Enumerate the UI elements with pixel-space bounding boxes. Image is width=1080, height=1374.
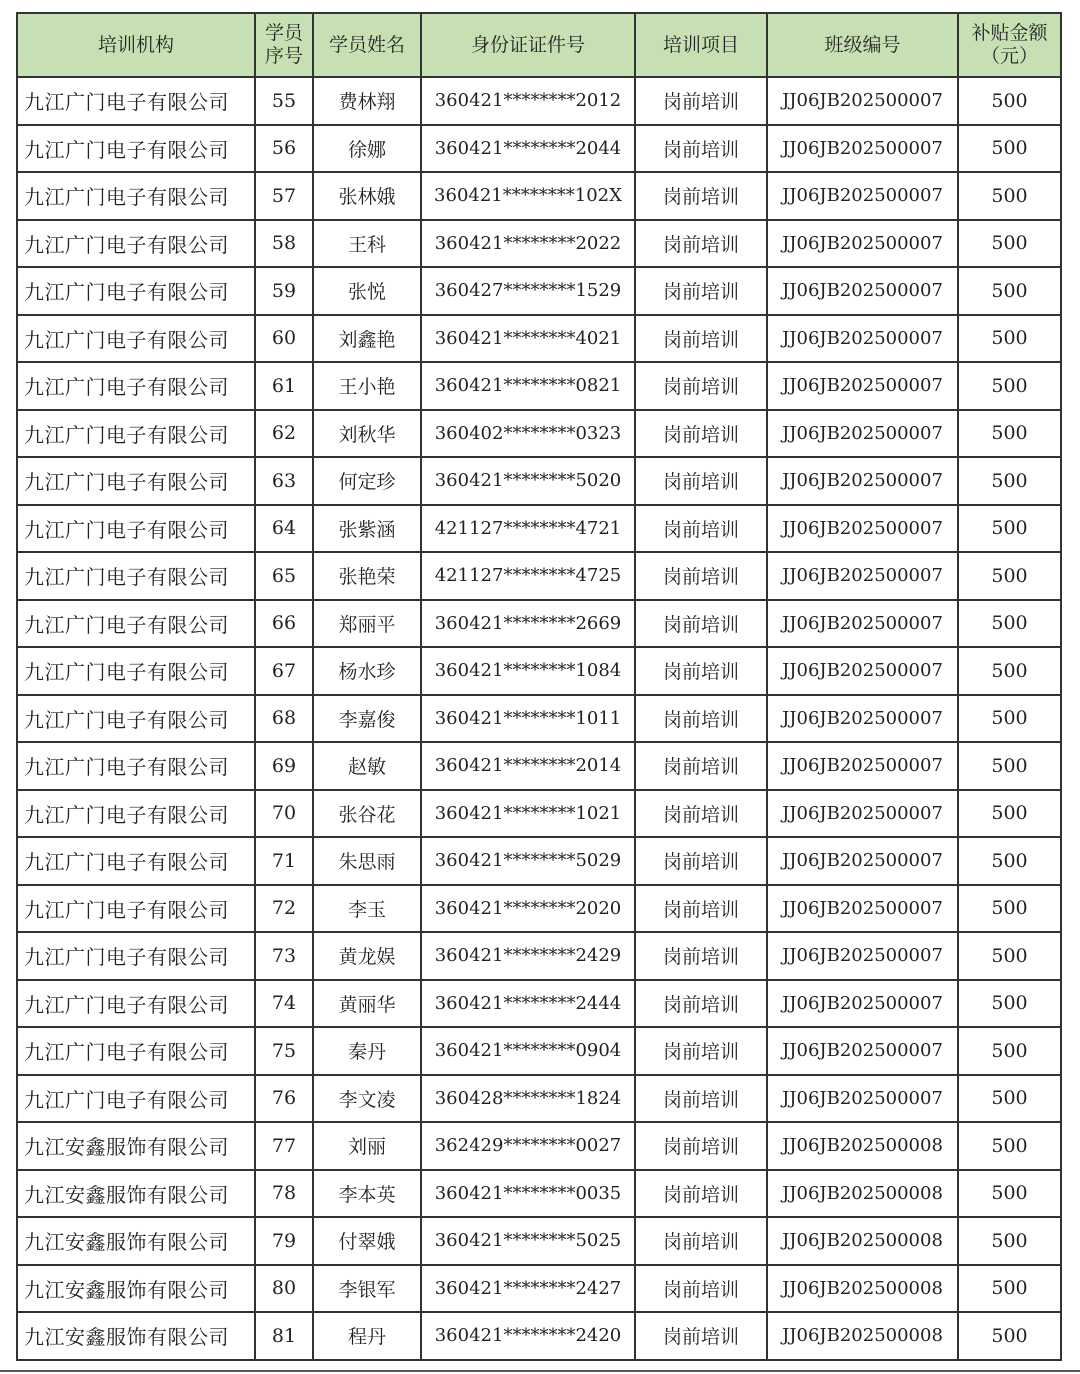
- cell-name: 郑丽平: [313, 600, 421, 648]
- cell-amount: 500: [958, 695, 1061, 743]
- table-row: [17, 695, 1061, 743]
- cell-amount: 500: [958, 362, 1061, 410]
- cell-org: 九江广门电子有限公司: [17, 315, 255, 363]
- cell-name: 刘丽: [313, 1122, 421, 1170]
- cell-org: 九江广门电子有限公司: [17, 980, 255, 1028]
- cell-id: 360421********5025: [421, 1217, 635, 1265]
- cell-seq: 74: [255, 980, 313, 1028]
- cell-class-no: JJ06JB202500007: [767, 125, 958, 173]
- cell-id: 362429********0027: [421, 1122, 635, 1170]
- cell-class-no: JJ06JB202500007: [767, 695, 958, 743]
- cell-amount: 500: [958, 267, 1061, 315]
- header-org: 培训机构: [17, 13, 255, 77]
- cell-org: 九江广门电子有限公司: [17, 790, 255, 838]
- cell-org: 九江广门电子有限公司: [17, 125, 255, 173]
- cell-id: 360421********5029: [421, 837, 635, 885]
- cell-seq: 64: [255, 505, 313, 553]
- cell-name: 朱思雨: [313, 837, 421, 885]
- cell-class-no: JJ06JB202500007: [767, 505, 958, 553]
- cell-project: 岗前培训: [635, 1027, 767, 1075]
- table-row: [17, 885, 1061, 933]
- table-row: [17, 77, 1061, 125]
- cell-class-no: JJ06JB202500007: [767, 315, 958, 363]
- cell-org: 九江安鑫服饰有限公司: [17, 1312, 255, 1360]
- table-row: [17, 790, 1061, 838]
- cell-project: 岗前培训: [635, 1075, 767, 1123]
- header-seq-line1: 学员: [264, 22, 303, 44]
- cell-org: 九江安鑫服饰有限公司: [17, 1217, 255, 1265]
- cell-project: 岗前培训: [635, 1217, 767, 1265]
- cell-id: 360421********2420: [421, 1312, 635, 1360]
- cell-org: 九江广门电子有限公司: [17, 600, 255, 648]
- cell-id: 360421********5020: [421, 457, 635, 505]
- cell-org: 九江安鑫服饰有限公司: [17, 1122, 255, 1170]
- cell-amount: 500: [958, 790, 1061, 838]
- cell-amount: 500: [958, 1170, 1061, 1218]
- cell-org: 九江广门电子有限公司: [17, 505, 255, 553]
- cell-project: 岗前培训: [635, 885, 767, 933]
- cell-seq: 63: [255, 457, 313, 505]
- cell-amount: 500: [958, 172, 1061, 220]
- cell-id: 360421********1011: [421, 695, 635, 743]
- cell-seq: 75: [255, 1027, 313, 1075]
- cell-project: 岗前培训: [635, 457, 767, 505]
- table-row: [17, 267, 1061, 315]
- cell-project: 岗前培训: [635, 980, 767, 1028]
- cell-project: 岗前培训: [635, 600, 767, 648]
- cell-amount: 500: [958, 1217, 1061, 1265]
- table-row: [17, 1075, 1061, 1123]
- cell-name: 黄龙娱: [313, 932, 421, 980]
- cell-amount: 500: [958, 77, 1061, 125]
- cell-amount: 500: [958, 1265, 1061, 1313]
- cell-seq: 55: [255, 77, 313, 125]
- cell-id: 360428********1824: [421, 1075, 635, 1123]
- cell-id: 360421********2012: [421, 77, 635, 125]
- cell-name: 秦丹: [313, 1027, 421, 1075]
- cell-name: 张林娥: [313, 172, 421, 220]
- cell-seq: 65: [255, 552, 313, 600]
- table-row: [17, 1312, 1061, 1360]
- cell-class-no: JJ06JB202500007: [767, 790, 958, 838]
- cell-org: 九江广门电子有限公司: [17, 362, 255, 410]
- cell-seq: 58: [255, 220, 313, 268]
- cell-id: 360421********2444: [421, 980, 635, 1028]
- table-row: [17, 980, 1061, 1028]
- cell-seq: 79: [255, 1217, 313, 1265]
- cell-amount: 500: [958, 552, 1061, 600]
- cell-class-no: JJ06JB202500007: [767, 1075, 958, 1123]
- cell-amount: 500: [958, 410, 1061, 458]
- cell-id: 360421********2020: [421, 885, 635, 933]
- cell-org: 九江广门电子有限公司: [17, 267, 255, 315]
- table-row: [17, 837, 1061, 885]
- cell-amount: 500: [958, 315, 1061, 363]
- header-id: 身份证证件号: [421, 13, 635, 77]
- cell-class-no: JJ06JB202500007: [767, 362, 958, 410]
- cell-project: 岗前培训: [635, 837, 767, 885]
- cell-seq: 66: [255, 600, 313, 648]
- cell-seq: 56: [255, 125, 313, 173]
- header-seq: [255, 13, 313, 77]
- cell-name: 程丹: [313, 1312, 421, 1360]
- cell-id: 360421********0035: [421, 1170, 635, 1218]
- cell-amount: 500: [958, 885, 1061, 933]
- header-name: 学员姓名: [313, 13, 421, 77]
- cell-project: 岗前培训: [635, 1122, 767, 1170]
- cell-project: 岗前培训: [635, 362, 767, 410]
- cell-project: 岗前培训: [635, 1265, 767, 1313]
- header-amount-line2: （元）: [980, 45, 1038, 67]
- cell-name: 费林翔: [313, 77, 421, 125]
- cell-class-no: JJ06JB202500007: [767, 552, 958, 600]
- cell-project: 岗前培训: [635, 125, 767, 173]
- cell-org: 九江广门电子有限公司: [17, 172, 255, 220]
- cell-class-no: JJ06JB202500007: [767, 885, 958, 933]
- cell-org: 九江安鑫服饰有限公司: [17, 1170, 255, 1218]
- table-row: [17, 172, 1061, 220]
- cell-org: 九江广门电子有限公司: [17, 742, 255, 790]
- cell-project: 岗前培训: [635, 695, 767, 743]
- cell-class-no: JJ06JB202500007: [767, 1027, 958, 1075]
- cell-name: 张艳荣: [313, 552, 421, 600]
- cell-name: 何定珍: [313, 457, 421, 505]
- cell-id: 360427********1529: [421, 267, 635, 315]
- cell-id: 360421********2022: [421, 220, 635, 268]
- cell-id: 360421********4021: [421, 315, 635, 363]
- cell-name: 徐娜: [313, 125, 421, 173]
- cell-project: 岗前培训: [635, 77, 767, 125]
- cell-id: 360421********0821: [421, 362, 635, 410]
- table-row: [17, 647, 1061, 695]
- cell-class-no: JJ06JB202500007: [767, 837, 958, 885]
- cell-project: 岗前培训: [635, 552, 767, 600]
- table-row: [17, 1122, 1061, 1170]
- cell-seq: 59: [255, 267, 313, 315]
- cell-class-no: JJ06JB202500008: [767, 1217, 958, 1265]
- cell-seq: 76: [255, 1075, 313, 1123]
- cell-id: 360421********1084: [421, 647, 635, 695]
- cell-seq: 71: [255, 837, 313, 885]
- table-row: [17, 457, 1061, 505]
- cell-seq: 57: [255, 172, 313, 220]
- table-row: [17, 362, 1061, 410]
- cell-class-no: JJ06JB202500007: [767, 267, 958, 315]
- cell-seq: 69: [255, 742, 313, 790]
- cell-seq: 80: [255, 1265, 313, 1313]
- table-row: [17, 552, 1061, 600]
- cell-id: 360421********2044: [421, 125, 635, 173]
- cell-name: 刘鑫艳: [313, 315, 421, 363]
- cell-name: 黄丽华: [313, 980, 421, 1028]
- cell-project: 岗前培训: [635, 267, 767, 315]
- cell-seq: 72: [255, 885, 313, 933]
- header-row: [17, 13, 1061, 77]
- cell-project: 岗前培训: [635, 315, 767, 363]
- cell-id: 360421********2427: [421, 1265, 635, 1313]
- cell-class-no: JJ06JB202500007: [767, 742, 958, 790]
- cell-org: 九江广门电子有限公司: [17, 552, 255, 600]
- cell-name: 李嘉俊: [313, 695, 421, 743]
- table-row: [17, 315, 1061, 363]
- cell-name: 李银军: [313, 1265, 421, 1313]
- cell-name: 杨水珍: [313, 647, 421, 695]
- cell-project: 岗前培训: [635, 742, 767, 790]
- header-amount: [958, 13, 1061, 77]
- table-row: [17, 1170, 1061, 1218]
- cell-project: 岗前培训: [635, 1170, 767, 1218]
- cell-seq: 81: [255, 1312, 313, 1360]
- cell-name: 赵敏: [313, 742, 421, 790]
- table-body: [17, 77, 1061, 1360]
- cell-project: 岗前培训: [635, 790, 767, 838]
- cell-seq: 67: [255, 647, 313, 695]
- cell-name: 李文凌: [313, 1075, 421, 1123]
- cell-name: 付翠娥: [313, 1217, 421, 1265]
- cell-org: 九江广门电子有限公司: [17, 1027, 255, 1075]
- cell-project: 岗前培训: [635, 410, 767, 458]
- cell-class-no: JJ06JB202500007: [767, 77, 958, 125]
- cell-id: 360421********0904: [421, 1027, 635, 1075]
- header-class-no: 班级编号: [767, 13, 958, 77]
- cell-project: 岗前培训: [635, 505, 767, 553]
- table-row: [17, 742, 1061, 790]
- cell-amount: 500: [958, 742, 1061, 790]
- cell-amount: 500: [958, 1027, 1061, 1075]
- bottom-divider: [0, 1370, 1080, 1372]
- cell-seq: 78: [255, 1170, 313, 1218]
- table-row: [17, 125, 1061, 173]
- cell-org: 九江广门电子有限公司: [17, 885, 255, 933]
- table-row: [17, 1027, 1061, 1075]
- table-row: [17, 410, 1061, 458]
- cell-org: 九江广门电子有限公司: [17, 77, 255, 125]
- header-project: 培训项目: [635, 13, 767, 77]
- cell-amount: 500: [958, 1075, 1061, 1123]
- cell-id: 360421********2429: [421, 932, 635, 980]
- cell-class-no: JJ06JB202500008: [767, 1170, 958, 1218]
- cell-org: 九江广门电子有限公司: [17, 837, 255, 885]
- cell-seq: 60: [255, 315, 313, 363]
- cell-seq: 77: [255, 1122, 313, 1170]
- cell-org: 九江广门电子有限公司: [17, 1075, 255, 1123]
- table-row: [17, 1265, 1061, 1313]
- cell-org: 九江广门电子有限公司: [17, 932, 255, 980]
- cell-id: 360421********2014: [421, 742, 635, 790]
- subsidy-roster-table: [16, 12, 1062, 1361]
- cell-org: 九江安鑫服饰有限公司: [17, 1265, 255, 1313]
- cell-seq: 68: [255, 695, 313, 743]
- cell-project: 岗前培训: [635, 647, 767, 695]
- cell-seq: 70: [255, 790, 313, 838]
- cell-amount: 500: [958, 647, 1061, 695]
- cell-seq: 62: [255, 410, 313, 458]
- cell-amount: 500: [958, 1122, 1061, 1170]
- cell-name: 张紫涵: [313, 505, 421, 553]
- cell-class-no: JJ06JB202500007: [767, 980, 958, 1028]
- cell-amount: 500: [958, 1312, 1061, 1360]
- cell-seq: 73: [255, 932, 313, 980]
- cell-id: 360421********1021: [421, 790, 635, 838]
- cell-amount: 500: [958, 600, 1061, 648]
- cell-project: 岗前培训: [635, 932, 767, 980]
- cell-class-no: JJ06JB202500008: [767, 1265, 958, 1313]
- cell-project: 岗前培训: [635, 1312, 767, 1360]
- cell-amount: 500: [958, 980, 1061, 1028]
- cell-amount: 500: [958, 837, 1061, 885]
- cell-amount: 500: [958, 220, 1061, 268]
- cell-org: 九江广门电子有限公司: [17, 695, 255, 743]
- cell-seq: 61: [255, 362, 313, 410]
- cell-id: 421127********4725: [421, 552, 635, 600]
- cell-org: 九江广门电子有限公司: [17, 647, 255, 695]
- cell-class-no: JJ06JB202500007: [767, 647, 958, 695]
- table-row: [17, 932, 1061, 980]
- cell-class-no: JJ06JB202500008: [767, 1122, 958, 1170]
- cell-class-no: JJ06JB202500007: [767, 172, 958, 220]
- cell-name: 张悦: [313, 267, 421, 315]
- header-seq-line2: 序号: [264, 45, 303, 67]
- cell-id: 421127********4721: [421, 505, 635, 553]
- cell-org: 九江广门电子有限公司: [17, 410, 255, 458]
- cell-class-no: JJ06JB202500007: [767, 220, 958, 268]
- header-amount-line1: 补贴金额: [971, 22, 1048, 44]
- cell-name: 王小艳: [313, 362, 421, 410]
- cell-project: 岗前培训: [635, 172, 767, 220]
- cell-name: 刘秋华: [313, 410, 421, 458]
- cell-id: 360421********2669: [421, 600, 635, 648]
- cell-class-no: JJ06JB202500007: [767, 410, 958, 458]
- cell-name: 李本英: [313, 1170, 421, 1218]
- cell-class-no: JJ06JB202500007: [767, 457, 958, 505]
- cell-class-no: JJ06JB202500008: [767, 1312, 958, 1360]
- cell-org: 九江广门电子有限公司: [17, 457, 255, 505]
- cell-project: 岗前培训: [635, 220, 767, 268]
- cell-id: 360421********102X: [421, 172, 635, 220]
- table-row: [17, 505, 1061, 553]
- cell-name: 王科: [313, 220, 421, 268]
- cell-amount: 500: [958, 125, 1061, 173]
- cell-amount: 500: [958, 457, 1061, 505]
- cell-id: 360402********0323: [421, 410, 635, 458]
- cell-class-no: JJ06JB202500007: [767, 932, 958, 980]
- cell-name: 李玉: [313, 885, 421, 933]
- table-row: [17, 600, 1061, 648]
- cell-amount: 500: [958, 932, 1061, 980]
- cell-amount: 500: [958, 505, 1061, 553]
- cell-class-no: JJ06JB202500007: [767, 600, 958, 648]
- cell-name: 张谷花: [313, 790, 421, 838]
- table-row: [17, 220, 1061, 268]
- table-row: [17, 1217, 1061, 1265]
- cell-org: 九江广门电子有限公司: [17, 220, 255, 268]
